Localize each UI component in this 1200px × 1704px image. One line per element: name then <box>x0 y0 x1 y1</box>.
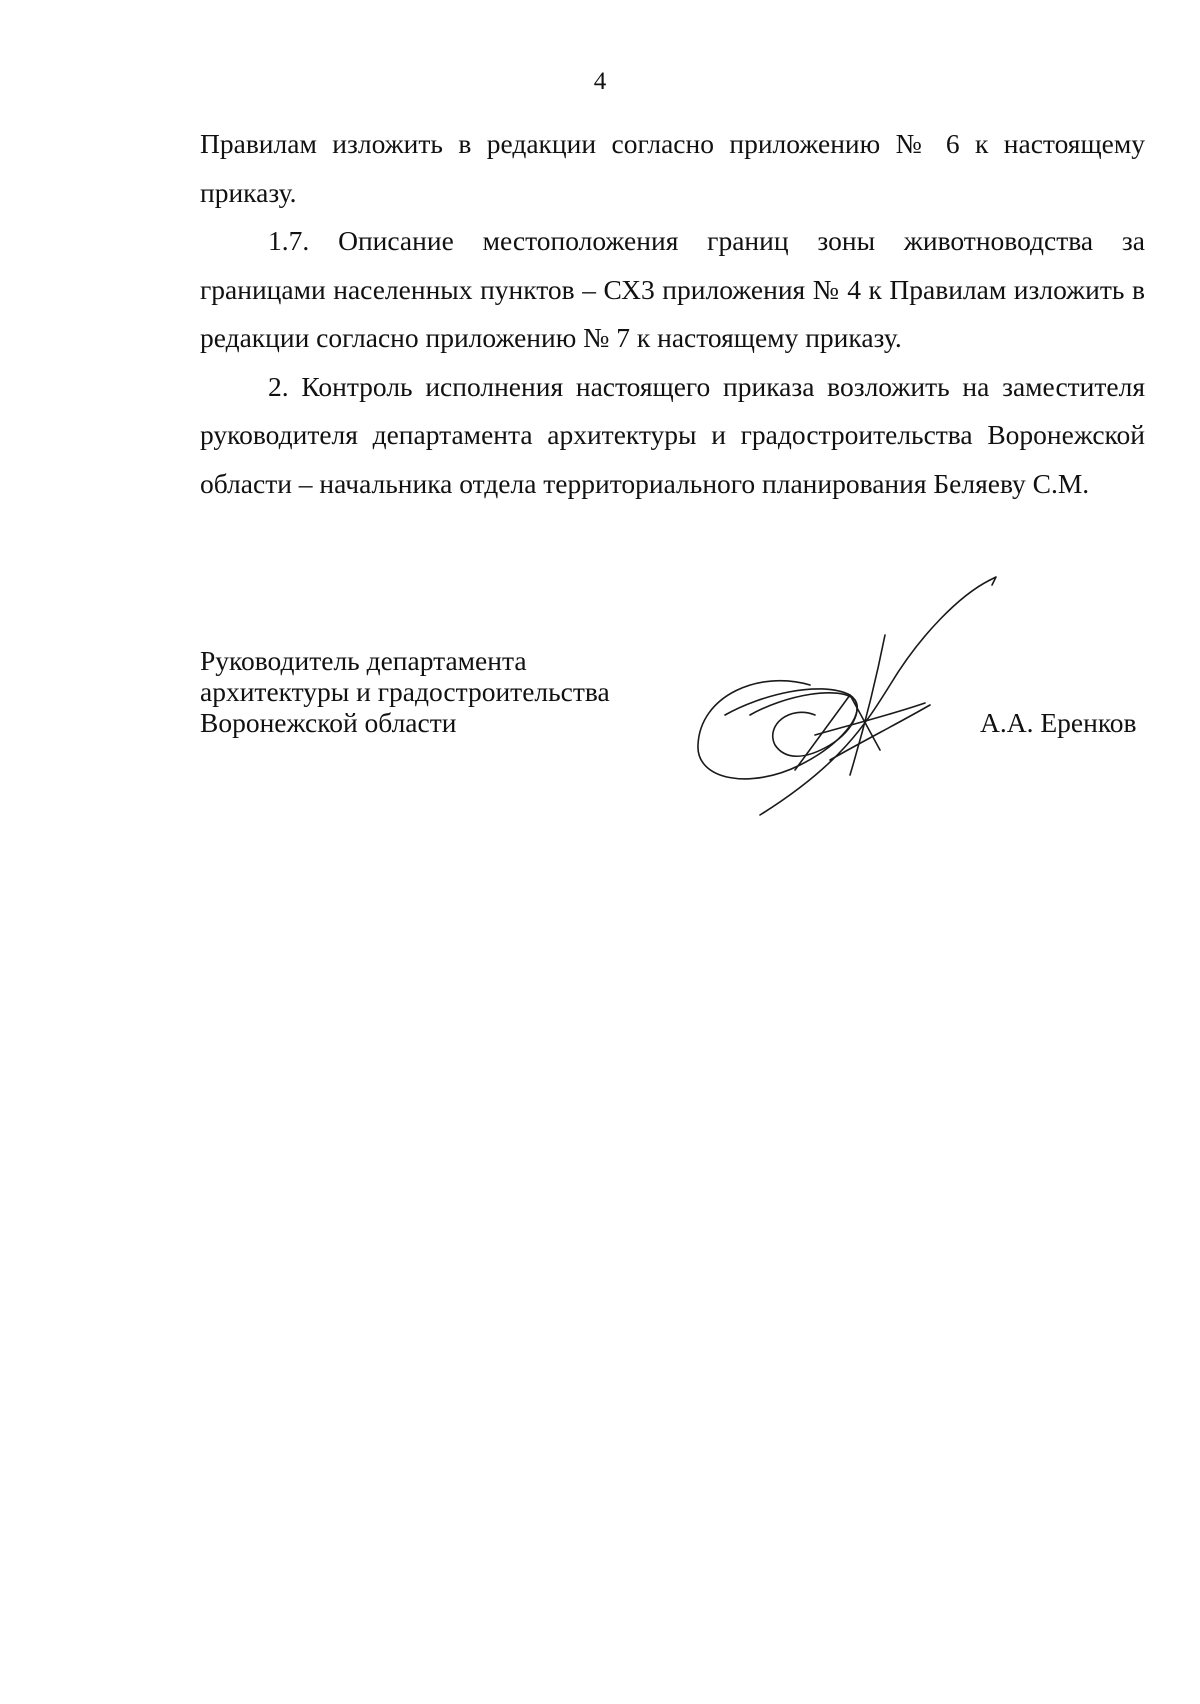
signer-position-line: архитектуры и градостроительства <box>200 676 610 707</box>
paragraph-continuation: Правилам изложить в редакции согласно приложению № 6 к настоящему приказу. <box>200 128 1145 208</box>
document-body <box>200 120 1145 508</box>
signer-position <box>200 645 610 738</box>
paragraph-item-1-7: 1.7. Описание местоположения границ зоны животноводства за границами населенных пунктов – СХ3 приложения № 4 к Правилам изложить в редакции согласно приложению № 7 к настоящему приказу. <box>200 225 1145 353</box>
page-number: 4 <box>593 68 607 95</box>
paragraph-item-2: 2. Контроль исполнения настоящего приказа возложить на заместителя руководителя департамента архитектуры и градостроительства Воронежской области – начальника отдела территориального планирования Беляеву С.М. <box>200 370 1145 499</box>
handwritten-signature <box>690 575 1020 825</box>
signer-position-line: Воронежской области <box>200 707 457 738</box>
signer-name: А.А. Еренков <box>980 707 1137 738</box>
signer-position-line: Руководитель департамента <box>200 645 527 676</box>
